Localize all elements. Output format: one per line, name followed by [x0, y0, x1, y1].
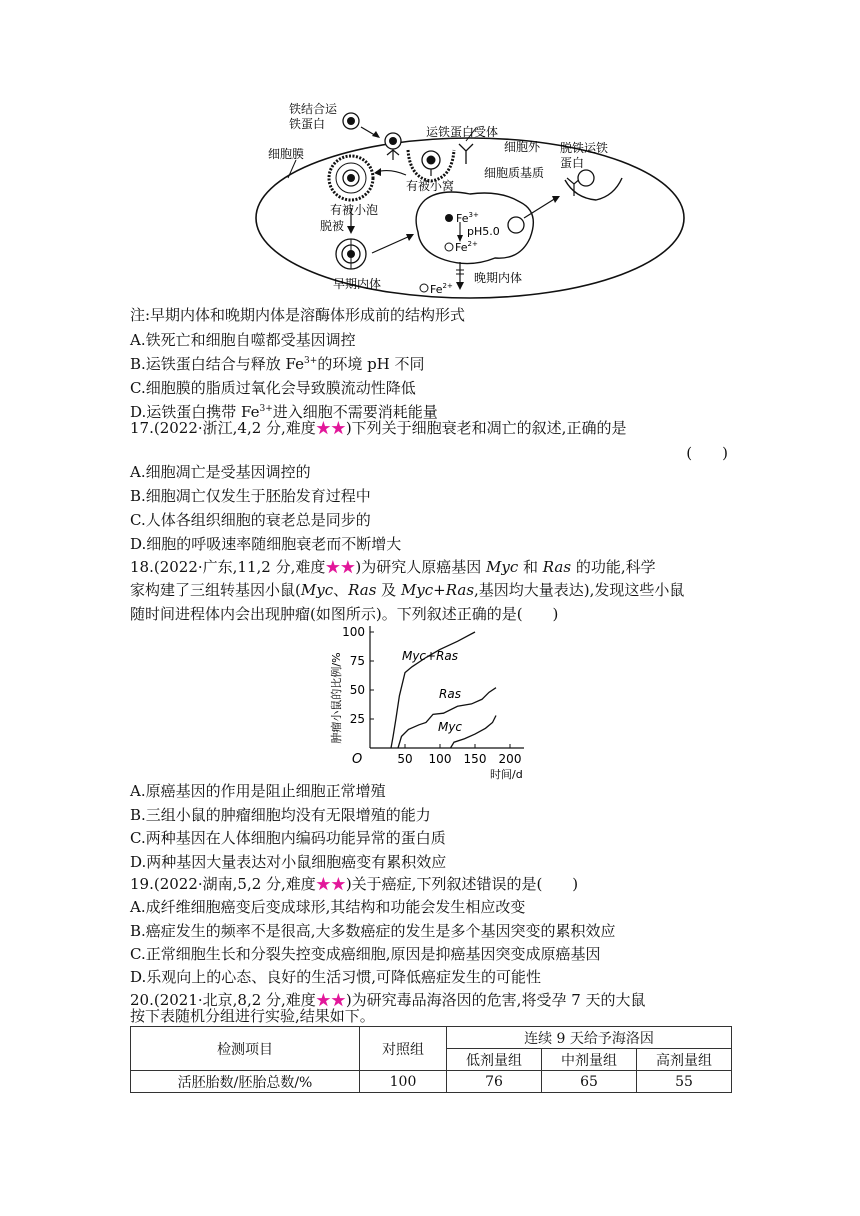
series-label: Ras: [439, 687, 461, 701]
chart-xlabel: 时间/d: [490, 768, 523, 781]
y-tick-label: 75: [349, 654, 365, 668]
y-tick-label: 25: [349, 712, 365, 726]
q17-stem: 17.(2022·浙江,4,2 分,难度★★)下列关于细胞衰老和凋亡的叙述,正确的是: [130, 419, 627, 437]
label-fe2-out: $Fe^{2+}$: [430, 282, 453, 296]
q19-option-d: D.乐观向上的心态、良好的生活习惯,可降低癌症发生的可能性: [130, 968, 542, 986]
label-iron-protein-1: 铁结合运: [289, 102, 338, 116]
th-low: 低剂量组: [447, 1049, 542, 1071]
label-late: 晚期内体: [474, 271, 523, 285]
receptor-mark: [459, 144, 473, 164]
y-tick-label: 50: [349, 683, 365, 697]
q16-option-c: C.细胞膜的脂质过氧化会导致膜流动性降低: [130, 379, 416, 397]
label-fe3: $Fe^{3+}$: [456, 211, 479, 225]
x-tick-label: 100: [428, 752, 452, 766]
cell-low: 76: [447, 1071, 542, 1093]
q16-option-d: D.运铁蛋白携带 $Fe^{3+}$进入细胞不需要消耗能量: [130, 403, 438, 421]
label-fe2: $Fe^{2+}$: [455, 240, 478, 254]
label-apo-1: 脱铁运铁: [560, 141, 609, 155]
series-label: Myc+Ras: [401, 649, 459, 663]
q17-option-c: C.人体各组织细胞的衰老总是同步的: [130, 511, 371, 529]
q19-stem: 19.(2022·湖南,5,2 分,难度★★)关于癌症,下列叙述错误的是( ): [130, 875, 579, 893]
label-receptor: 运铁蛋白受体: [426, 125, 499, 139]
q20-table: [130, 1026, 732, 1093]
iron-uptake-diagram: [0, 0, 860, 305]
x-tick-label: 50: [397, 752, 413, 766]
th-heroin-group: 连续 9 天给予海洛因: [447, 1027, 732, 1049]
label-vesicle: 有被小泡: [330, 203, 379, 217]
label-iron-protein-2: 铁蛋白: [289, 117, 326, 131]
label-outside: 细胞外: [504, 140, 541, 154]
q16-option-b: B.运铁蛋白结合与释放 $Fe^{3+}$的环境 pH 不同: [130, 355, 425, 373]
q20-stem-2: 按下表随机分组进行实验,结果如下。: [130, 1007, 375, 1025]
q18-stem-2: 家构建了三组转基因小鼠(Myc、Ras 及 Myc+Ras,基因均大量表达),发现这些小鼠: [130, 581, 685, 599]
q19-option-a: A.成纤维细胞癌变后变成球形,其结构和功能会发生相应改变: [130, 898, 526, 916]
th-item: 检测项目: [131, 1027, 360, 1071]
th-control: 对照组: [360, 1027, 447, 1071]
q18-option-d: D.两种基因大量表达对小鼠细胞癌变有累积效应: [130, 853, 447, 871]
q18-option-c: C.两种基因在人体细胞内编码功能异常的蛋白质: [130, 829, 446, 847]
q17-option-b: B.细胞凋亡仅发生于胚胎发育过程中: [130, 487, 371, 505]
label-pit: 有被小窝: [406, 179, 455, 193]
q20-stem-1: 20.(2021·北京,8,2 分,难度★★)为研究毒品海洛因的危害,将受孕 7 天的大鼠: [130, 991, 646, 1009]
x-tick-label: 200: [498, 752, 522, 766]
q17-option-d: D.细胞的呼吸速率随细胞衰老而不断增大: [130, 535, 402, 553]
row-label: 活胚胎数/胚胎总数/%: [131, 1071, 360, 1093]
cell-mid: 65: [542, 1071, 637, 1093]
q18-stem-1: 18.(2022·广东,11,2 分,难度★★)为研究人原癌基因 Myc 和 Ras 的功能,科学: [130, 558, 656, 576]
cell-high: 55: [637, 1071, 732, 1093]
apo-transferrin: [578, 170, 594, 186]
label-matrix: 细胞质基质: [484, 166, 545, 180]
chart-origin: O: [352, 752, 363, 767]
chart-ylabel: 肿瘤小鼠的比例/%: [330, 652, 343, 744]
q16-option-a: A.铁死亡和细胞自噬都受基因调控: [130, 331, 356, 349]
label-ph: pH5.0: [467, 225, 500, 238]
tumor-chart: [310, 618, 540, 784]
q17-answer-paren: ( ): [686, 444, 728, 462]
q19-option-b: B.癌症发生的频率不是很高,大多数癌症的发生是多个基因突变的累积效应: [130, 922, 616, 940]
q18-option-b: B.三组小鼠的肿瘤细胞均没有无限增殖的能力: [130, 806, 431, 824]
x-tick-label: 150: [463, 752, 487, 766]
label-apo-2: 蛋白: [560, 156, 585, 170]
q17-option-a: A.细胞凋亡是受基因调控的: [130, 463, 311, 481]
th-mid: 中剂量组: [542, 1049, 637, 1071]
q16-note: 注:早期内体和晚期内体是溶酶体形成前的结构形式: [130, 306, 466, 324]
label-early: 早期内体: [333, 277, 382, 291]
cell-control: 100: [360, 1071, 447, 1093]
label-uncoat: 脱被: [320, 219, 345, 233]
q19-option-c: C.正常细胞生长和分裂失控变成癌细胞,原因是抑癌基因突变成原癌基因: [130, 945, 601, 963]
th-high: 高剂量组: [637, 1049, 732, 1071]
series-label: Myc: [437, 720, 463, 734]
q18-stem-3: 随时间进程体内会出现肿瘤(如图所示)。下列叙述正确的是( ): [130, 605, 559, 623]
y-tick-label: 100: [342, 625, 365, 639]
q18-option-a: A.原癌基因的作用是阻止细胞正常增殖: [130, 782, 386, 800]
label-membrane: 细胞膜: [268, 147, 305, 161]
